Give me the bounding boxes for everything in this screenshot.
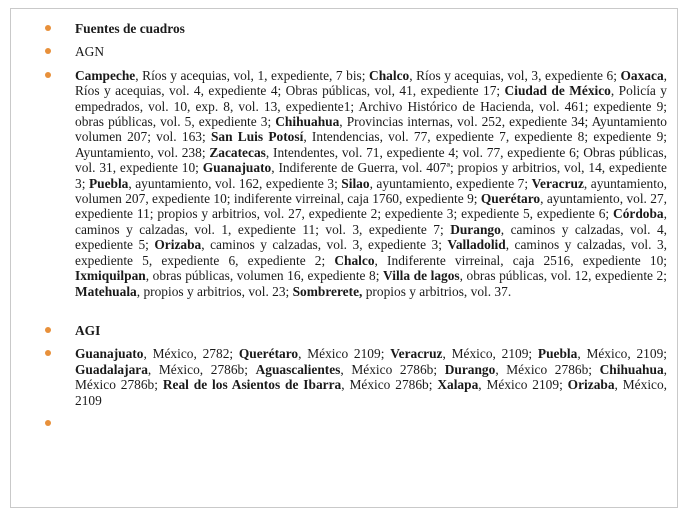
place-name: Villa de lagos <box>383 268 460 284</box>
place-name: Guanajuato <box>202 160 272 176</box>
source-reference: , Ríos y acequias, vol, 3, expediente 6; <box>409 67 621 83</box>
list-item-fuentes-heading <box>41 21 667 36</box>
source-reference: , Policía y empedrados, vol. 10, exp. 8, vol. 13, expediente1; Archivo Histórico de Hacienda, vol. 461; expediente 9; obras públicas, vol. 5, expediente 3; <box>75 83 667 130</box>
section-heading-agn: AGN <box>75 44 105 60</box>
source-reference: , México, 2109; <box>577 346 667 362</box>
place-name: Córdoba <box>613 206 664 222</box>
place-name: Silao <box>341 175 370 191</box>
place-name: Aguascalientes <box>255 361 341 377</box>
place-name: Valladolid <box>447 237 506 253</box>
source-reference: , Provincias internas, vol. 252, expediente 34; Ayuntamiento volumen 207; vol. 163; <box>75 114 667 145</box>
place-name: Chihuahua <box>599 361 664 377</box>
source-reference: , propios y arbitrios, vol. 23; <box>136 283 293 299</box>
place-name: Campeche <box>75 67 136 83</box>
source-reference: , México 2786b; <box>341 377 438 393</box>
source-reference: , obras públicas, volumen 16, expediente 8; <box>145 268 384 284</box>
place-name: Guadalajara <box>75 361 148 377</box>
place-name: Puebla <box>88 175 129 191</box>
source-reference: , Ríos y acequias, vol. 4, expediente 4; Obras públicas, vol, 41, expediente 17; <box>75 67 667 99</box>
bullet-icon <box>45 72 51 78</box>
bullet-icon <box>45 25 51 31</box>
section-heading-agi: AGI <box>75 322 101 338</box>
source-reference: propios y arbitrios, vol. 37. <box>362 283 512 299</box>
source-reference: , México, 2786b; <box>147 361 256 377</box>
source-reference: , obras públicas, vol. 12, expediente 2; <box>459 268 667 284</box>
place-name: Veracruz <box>390 346 443 362</box>
place-name: Ciudad de México <box>504 83 611 99</box>
empty-item-text <box>75 416 78 431</box>
place-name: Xalapa <box>437 377 479 393</box>
list-item-agn-sources <box>41 68 667 299</box>
place-name: Chalco <box>369 67 410 83</box>
agn-sources-text <box>75 68 667 299</box>
place-name: Oaxaca <box>620 67 664 83</box>
source-reference: , ayuntamiento, vol. 27, expediente 11; propios y arbitrios, vol. 27, expediente 2; expediente 3; expediente 5, expediente 6; <box>75 191 668 222</box>
place-name: Orizaba <box>154 237 202 253</box>
bullet-icon <box>45 420 51 426</box>
list-item-empty <box>41 416 667 431</box>
agi-sources-text <box>75 346 667 407</box>
source-reference: , Ríos y acequias, vol, 1, expediente, 7 bis; <box>135 67 370 83</box>
source-reference: , México 2786b; <box>75 361 668 393</box>
bullet-list <box>41 21 667 431</box>
source-reference: , caminos y calzadas, vol. 1, expediente 11; vol. 3, expediente 7; <box>75 206 667 237</box>
source-reference: , Indiferente virreinal, caja 2516, expediente 10; <box>374 252 667 268</box>
source-reference: , México, 2782; <box>143 346 239 362</box>
source-reference: , ayuntamiento, expediente 7; <box>369 175 532 191</box>
section-heading-fuentes: Fuentes de cuadros <box>75 21 185 36</box>
source-reference: , México 2109; <box>298 346 391 362</box>
bullet-icon <box>45 350 51 356</box>
place-name: Durango <box>450 221 501 237</box>
bullet-icon <box>45 48 51 54</box>
slide <box>10 8 678 508</box>
source-reference: , México, 2109 <box>75 377 668 408</box>
source-reference: , Intendentes, vol. 71, expediente 4; vol. 77, expediente 6; Obras públicas, vol. 31, expediente 10; <box>75 144 667 176</box>
source-reference: , Indiferente de Guerra, vol. 407ª; propios y arbitrios, vol, 14, expediente 3; <box>75 160 667 191</box>
place-name: Puebla <box>537 346 578 362</box>
source-reference: , Intendencias, vol. 77, expediente 7, expediente 8; expediente 9; Ayuntamiento, vol. 238; <box>75 129 667 160</box>
source-reference: , caminos y calzadas, vol. 4, expediente 5; <box>75 221 667 253</box>
list-item-agn-heading <box>41 44 667 59</box>
place-name: Durango <box>444 361 496 377</box>
place-name: Ixmiquilpan <box>75 268 146 284</box>
place-name: Real de los Asientos de Ibarra <box>162 377 342 393</box>
place-name: San Luis Potosí <box>210 129 304 145</box>
source-reference: , ayuntamiento, volumen 207, expediente 10; indiferente virreinal, caja 1760, expediente 9; <box>75 175 668 207</box>
list-item-agi-sources <box>41 346 667 408</box>
source-reference: , caminos y calzadas, vol. 3, expediente 5, expediente 6, expediente 2; <box>75 237 667 268</box>
source-reference: , caminos y calzadas, vol. 3, expediente 3; <box>201 237 448 253</box>
place-name: Chalco <box>334 252 375 268</box>
place-name: Guanajuato <box>75 346 144 362</box>
source-reference: , México, 2109; <box>442 346 538 362</box>
place-name: Querétaro <box>480 191 541 207</box>
place-name: Sombrerete, <box>292 283 363 299</box>
bullet-icon <box>45 327 51 333</box>
source-reference: , México 2109; <box>478 377 568 393</box>
place-name: Querétaro <box>238 346 299 362</box>
source-reference: , México 2786b; <box>495 361 600 377</box>
place-name: Orizaba <box>567 377 615 393</box>
place-name: Veracruz <box>531 175 584 191</box>
source-reference: , ayuntamiento, vol. 162, expediente 3; <box>128 175 342 191</box>
place-name: Chihuahua <box>275 114 340 130</box>
place-name: Zacatecas <box>209 144 266 160</box>
place-name: Matehuala <box>75 283 137 299</box>
list-item-agi-heading <box>41 323 667 338</box>
source-reference: , México 2786b; <box>340 361 445 377</box>
